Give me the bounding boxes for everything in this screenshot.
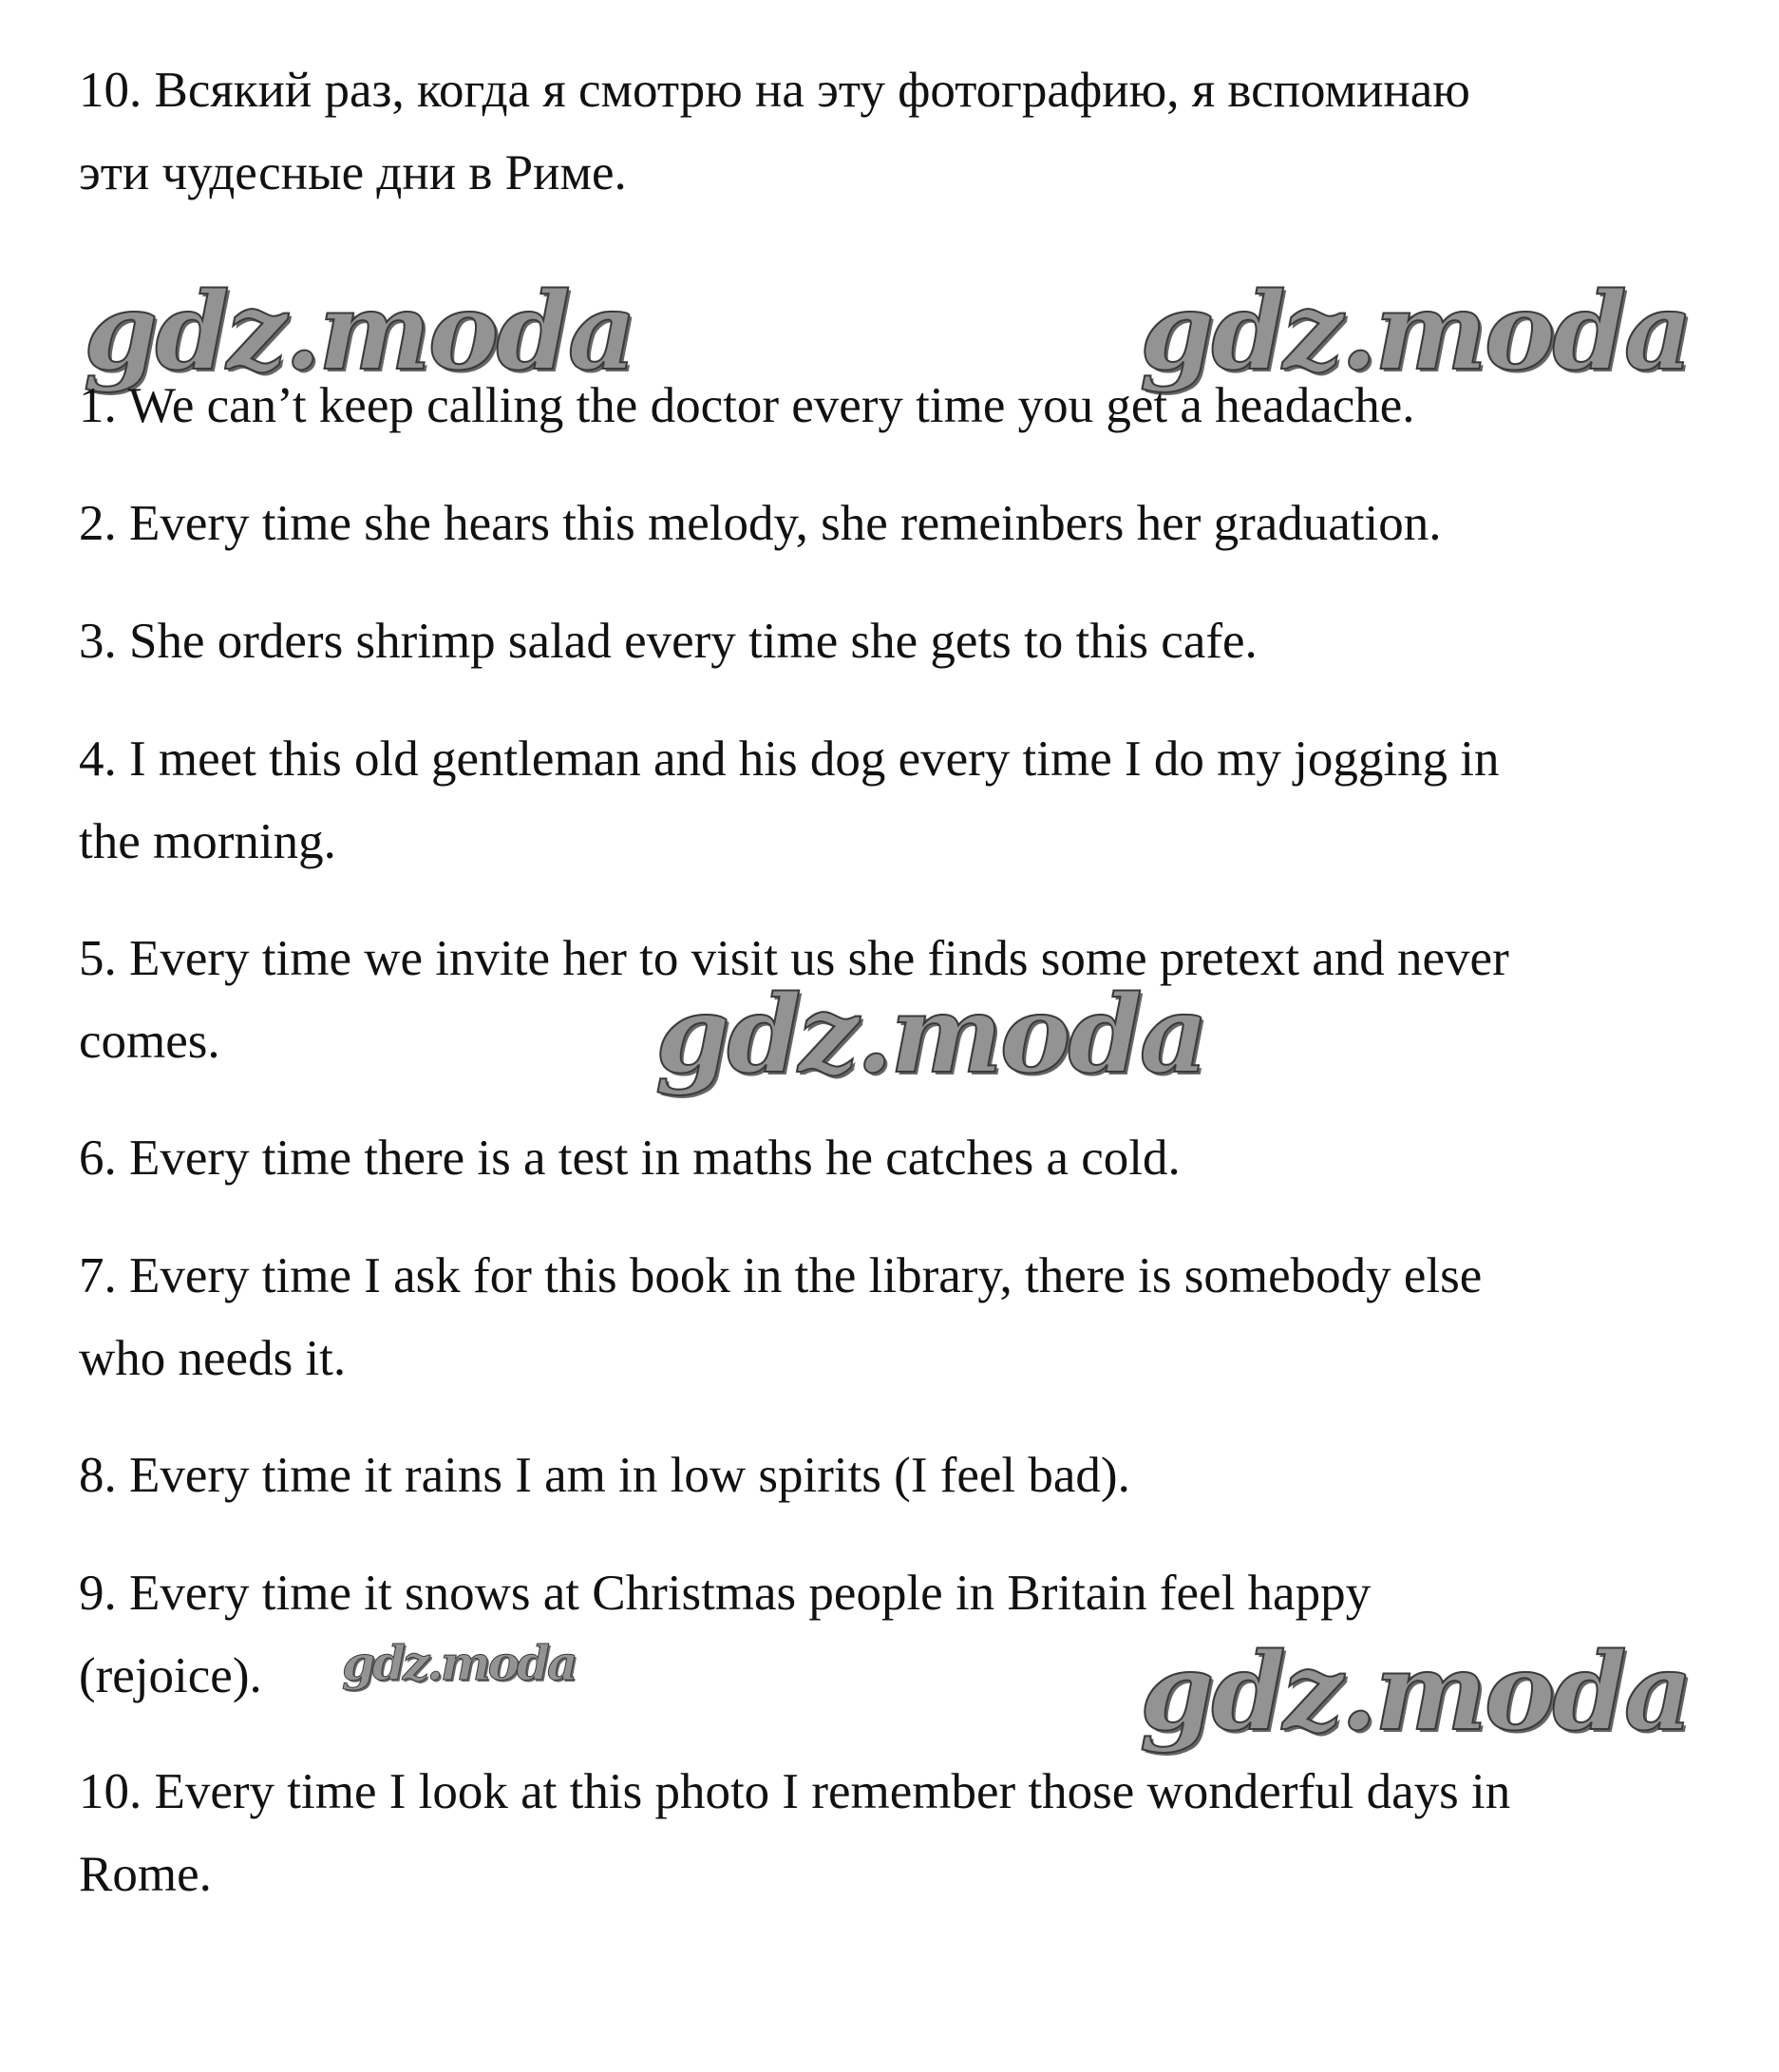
sentence-6: 6. Every time there is a test in maths he catches a cold. <box>79 1131 1181 1186</box>
sentence-5: 5. Every time we invite her to visit us she finds some pretext and never comes. <box>79 931 1509 1069</box>
sentence-10: 10. Every time I look at this photo I remember those wonderful days in Rome. <box>79 1764 1511 1902</box>
watermark-logo: gdz.moda <box>1140 1630 1691 1755</box>
sentence-9: 9. Every time it snows at Christmas people in Britain feel happy (rejoice). <box>79 1566 1372 1703</box>
sentence-4: 4. I meet this old gentleman and his dog every time I do my jogging in the morning. <box>79 732 1500 869</box>
watermark-logo: gdz.moda <box>84 270 634 394</box>
sentence-1: 1. We can’t keep calling the doctor every time you get a headache. <box>79 378 1415 433</box>
sentence-7: 7. Every time I ask for this book in the library, there is somebody else who needs it. <box>79 1248 1483 1386</box>
intro-russian-sentence: 10. Всякий раз, когда я смотрю на эту фотографию, я вспоминаю эти чудесные дни в Риме. <box>79 63 1470 200</box>
sentence-8: 8. Every time it rains I am in low spirits (I feel bad). <box>79 1448 1130 1503</box>
watermark-logo: gdz.moda <box>655 973 1206 1097</box>
watermark-logo: gdz.moda <box>1140 270 1691 394</box>
watermark-logo-small: gdz.moda <box>342 1635 576 1691</box>
sentence-3: 3. She orders shrimp salad every time she gets to this cafe. <box>79 614 1258 669</box>
sentence-2: 2. Every time she hears this melody, she remeinbers her graduation. <box>79 496 1442 551</box>
